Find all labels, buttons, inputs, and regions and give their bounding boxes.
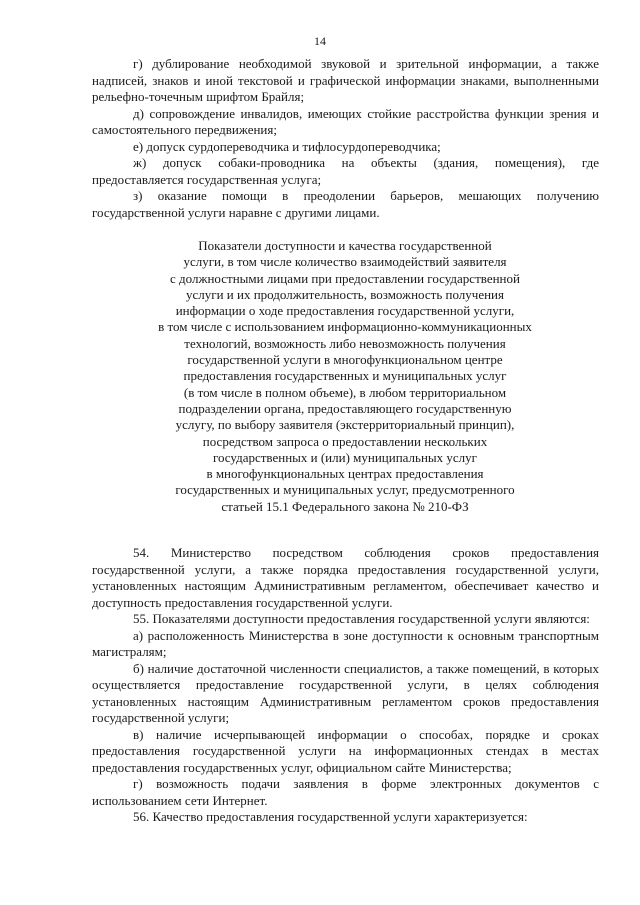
list-item: ж) допуск собаки-проводника на объекты (здания, помещения), где предоставляется государственная услуга; bbox=[92, 155, 599, 187]
heading-line: услугу, по выбору заявителя (экстерриториальный принцип), bbox=[175, 417, 515, 433]
heading-line: статьей 15.1 Федерального закона № 210-ФЗ bbox=[221, 498, 469, 514]
paragraph: 54. Министерство посредством соблюдения сроков предоставления государственной услуги, а также порядка предоставления государственной услуги, установленных настоящим Административным регламентом, обеспечивает качество и доступность предоставления государственной услуги. bbox=[92, 545, 599, 610]
heading-line: услуги и их продолжительность, возможность получения bbox=[186, 286, 504, 302]
list-item: е) допуск сурдопереводчика и тифлосурдопереводчика; bbox=[133, 138, 441, 154]
heading-line: посредством запроса о предоставлении нескольких bbox=[202, 433, 488, 449]
heading-line: предоставления государственных и муниципальных услуг bbox=[183, 368, 507, 384]
heading-line: государственной услуги в многофункциональном центре bbox=[187, 352, 503, 368]
paragraph: б) наличие достаточной численности специалистов, а также помещений, в которых осуществляется предоставление государственной услуги, в целях соблюдения установленных настоящим Административным регламентом сроков предоставления государственной услуги; bbox=[92, 660, 599, 725]
heading-line: в многофункциональных центрах предоставления bbox=[206, 466, 484, 482]
section-heading bbox=[110, 238, 580, 515]
heading-line: услуги, в том числе количество взаимодействий заявителя bbox=[183, 254, 507, 270]
section-body bbox=[92, 545, 599, 826]
list-item: д) сопровождение инвалидов, имеющих стойкие расстройства функции зрения и самостоятельного передвижения; bbox=[92, 105, 599, 137]
list-item: г) дублирование необходимой звуковой и зрительной информации, а также надписей, знаков и иной текстовой и графической информации знаками, выполненными рельефно-точечным шрифтом Брайля; bbox=[92, 56, 599, 104]
heading-line: государственных и (или) муниципальных услуг bbox=[212, 449, 478, 465]
heading-line: государственных и муниципальных услуг, предусмотренного bbox=[175, 482, 515, 498]
heading-line: в том числе с использованием информационно-коммуникационных bbox=[158, 319, 532, 335]
heading-line: технологий, возможность либо невозможность получения bbox=[184, 335, 506, 351]
heading-line: подразделении органа, предоставляющего государственную bbox=[178, 400, 512, 416]
list-item: з) оказание помощи в преодолении барьеров, мешающих получению государственной услуги наравне с другими лицами. bbox=[92, 188, 599, 220]
accessibility-measures-list bbox=[92, 56, 599, 221]
paragraph: г) возможность подачи заявления в форме электронных документов с использованием сети Интернет. bbox=[92, 776, 599, 808]
paragraph: 56. Качество предоставления государственной услуги характеризуется: bbox=[133, 809, 528, 824]
paragraph: а) расположенность Министерства в зоне доступности к основным транспортным магистралям; bbox=[92, 627, 599, 659]
paragraph: в) наличие исчерпывающей информации о способах, порядке и сроках предоставления государственной услуги на информационных стендах в местах предоставления государственных услуг, официальном сайте Министерства; bbox=[92, 726, 599, 775]
heading-line: информации о ходе предоставления государственной услуги, bbox=[175, 303, 515, 319]
paragraph: 55. Показателями доступности предоставления государственной услуги являются: bbox=[133, 611, 590, 626]
page-number: 14 bbox=[314, 34, 326, 48]
heading-line: (в том числе в полном объеме), в любом территориальном bbox=[183, 384, 507, 400]
heading-line: Показатели доступности и качества государственной bbox=[198, 238, 492, 253]
heading-line: с должностными лицами при предоставлении государственной bbox=[170, 270, 520, 286]
